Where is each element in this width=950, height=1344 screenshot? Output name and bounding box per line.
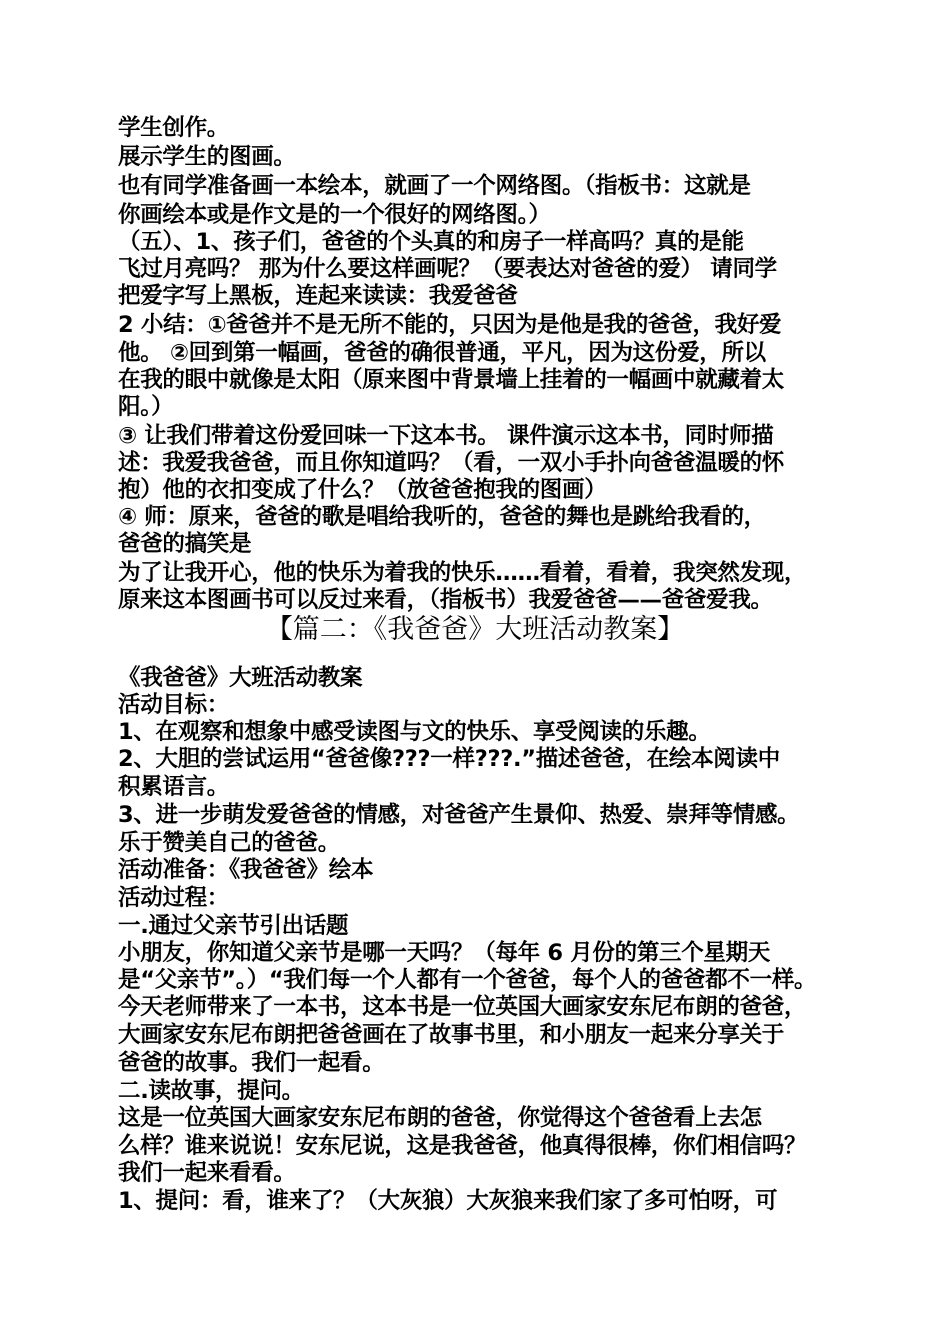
section-heading: 【篇二：《我爸爸》大班活动教案】 bbox=[265, 614, 685, 645]
text-line: 小朋友，你知道父亲节是哪一天吗？（每年 6 月份的第三个星期天 bbox=[118, 940, 771, 966]
text-line: 也有同学准备画一本绘本，就画了一个网络图。（指板书：这就是 bbox=[118, 173, 751, 199]
text-line: 展示学生的图画。 bbox=[118, 144, 296, 170]
text-line: （五）、1、孩子们，爸爸的个头真的和房子一样高吗？真的是能 bbox=[118, 229, 744, 255]
text-line: 活动准备：《我爸爸》绘本 bbox=[118, 857, 374, 883]
text-line: 么样？谁来说说！安东尼说，这是我爸爸，他真得很棒，你们相信吗？ bbox=[118, 1133, 807, 1159]
text-line: 是“父亲节”。）“我们每一个人都有一个爸爸，每个人的爸爸都不一样。 bbox=[118, 967, 817, 993]
text-line: 抱）他的衣扣变成了什么？（放爸爸抱我的图画） bbox=[118, 477, 607, 503]
text-line: 述：我爱我爸爸，而且你知道吗？（看，一双小手扑向爸爸温暖的怀 bbox=[118, 450, 785, 476]
text-line: 把爱字写上黑板，连起来读读：我爱爸爸 bbox=[118, 283, 518, 309]
text-line: 他。 ②回到第一幅画，爸爸的确很普通，平凡，因为这份爱，所以 bbox=[118, 340, 766, 366]
text-line: 1、提问：看，谁来了？（大灰狼）大灰狼来我们家了多可怕呀，可 bbox=[118, 1188, 778, 1214]
text-line: 今天老师带来了一本书，这本书是一位英国大画家安东尼布朗的爸爸， bbox=[118, 994, 807, 1020]
text-line: 积累语言。 bbox=[118, 774, 230, 800]
text-line: 爸爸的搞笑是 bbox=[118, 531, 252, 557]
text-line: 这是一位英国大画家安东尼布朗的爸爸，你觉得这个爸爸看上去怎 bbox=[118, 1105, 762, 1131]
text-line: 乐于赞美自己的爸爸。 bbox=[118, 830, 341, 856]
text-line: 活动过程： bbox=[118, 885, 230, 911]
text-line: 阳。） bbox=[118, 394, 174, 420]
text-line: 在我的眼中就像是太阳（原来图中背景墙上挂着的一幅画中就藏着太 bbox=[118, 367, 785, 393]
text-line: 2 小结：①爸爸并不是无所不能的，只因为是他是我的爸爸，我好爱 bbox=[118, 312, 782, 338]
text-line: ③ 让我们带着这份爱回味一下这本书。 课件演示这本书，同时师描 bbox=[118, 423, 774, 449]
text-line: 你画绘本或是作文是的一个很好的网络图。） bbox=[118, 202, 551, 228]
text-line: 我们一起来看看。 bbox=[118, 1160, 296, 1186]
text-line: 《我爸爸》大班活动教案 bbox=[118, 665, 363, 691]
text-line: 2、大胆的尝试运用“爸爸像???一样???.”描述爸爸，在绘本阅读中 bbox=[118, 746, 780, 772]
text-line: 二.读故事，提问。 bbox=[118, 1078, 304, 1104]
text-line: 一.通过父亲节引出话题 bbox=[118, 913, 349, 939]
text-line: 飞过月亮吗？ 那为什么要这样画呢？（要表达对爸爸的爱） 请同学 bbox=[118, 256, 777, 282]
text-line: 1、在观察和想象中感受读图与文的快乐、享受阅读的乐趣。 bbox=[118, 719, 711, 745]
text-line: 原来这本图画书可以反过来看，（指板书）我爱爸爸——爸爸爱我。 bbox=[118, 587, 773, 613]
text-line: ④ 师：原来，爸爸的歌是唱给我听的，爸爸的舞也是跳给我看的， bbox=[118, 504, 766, 530]
text-line: 活动目标： bbox=[118, 692, 230, 718]
text-line: 爸爸的故事。我们一起看。 bbox=[118, 1050, 385, 1076]
text-line: 学生创作。 bbox=[118, 115, 230, 141]
text-line: 大画家安东尼布朗把爸爸画在了故事书里，和小朋友一起来分享关于 bbox=[118, 1022, 785, 1048]
text-line: 3、进一步萌发爱爸爸的情感，对爸爸产生景仰、热爱、崇拜等情感。 bbox=[118, 802, 800, 828]
text-line: 为了让我开心，他的快乐为着我的快乐……看着，看着，我突然发现， bbox=[118, 560, 807, 586]
